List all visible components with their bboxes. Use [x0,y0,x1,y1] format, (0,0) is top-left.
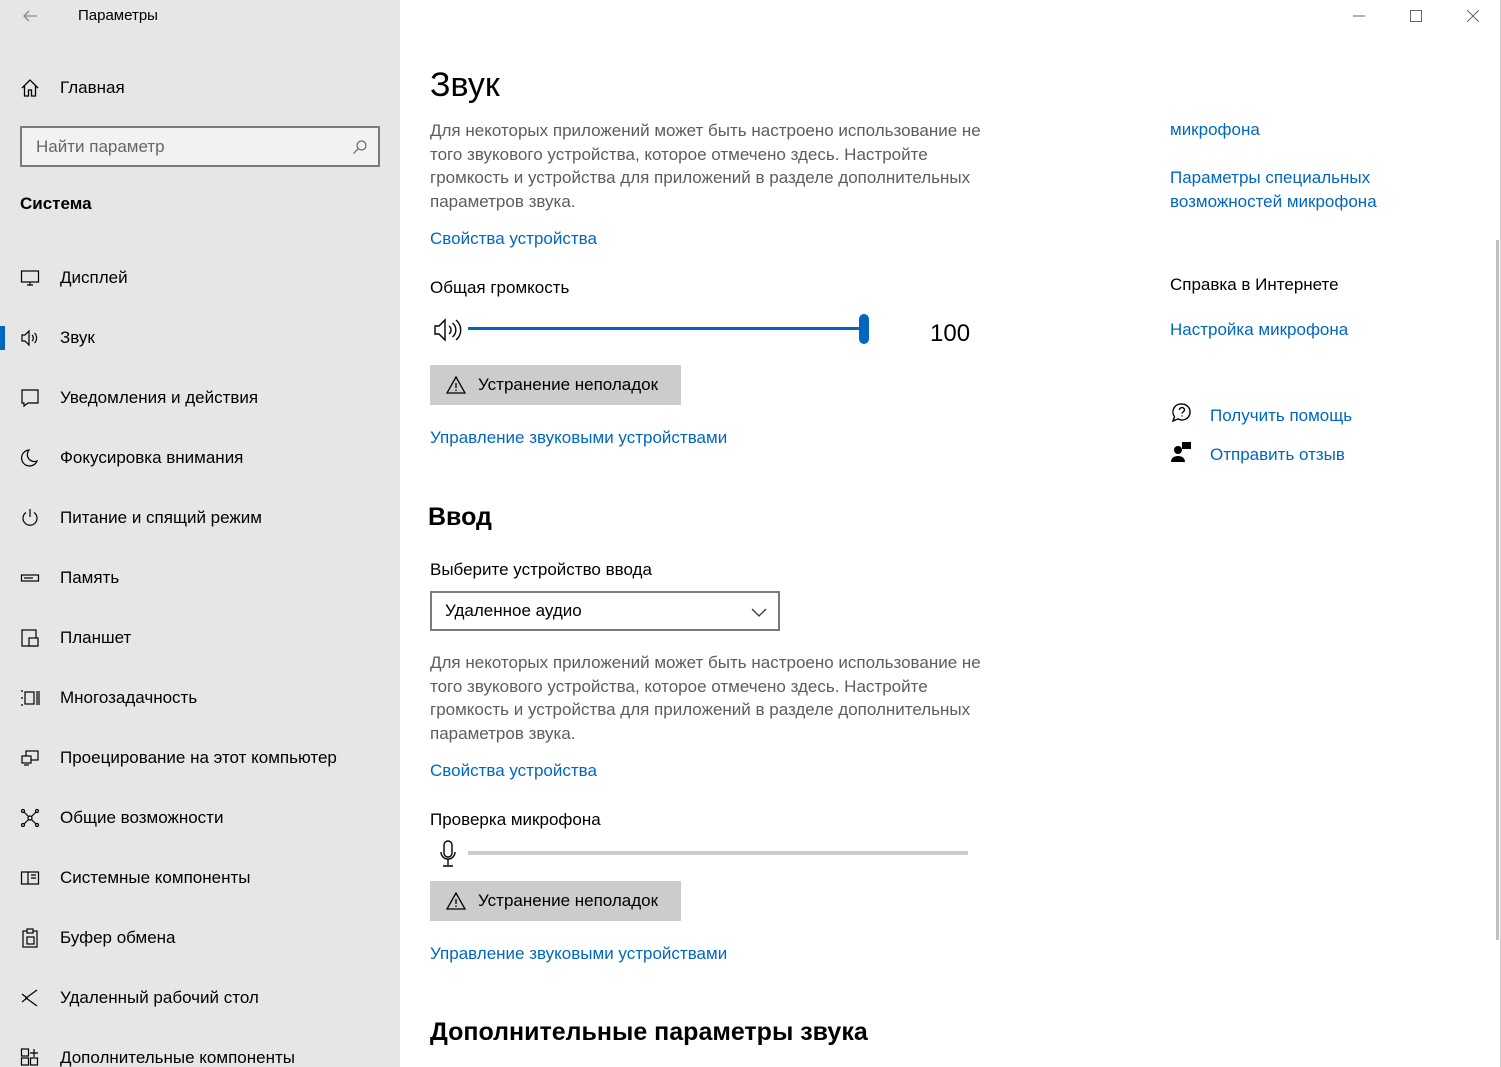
close-button[interactable] [1444,0,1501,32]
back-button[interactable] [18,4,42,28]
output-description: Для некоторых приложений может быть настроено использование не того звукового устройства, которое отмечено здесь. Настройте громкость и устройства для приложений в разделе дополнительных параметров звука. [430,121,981,211]
volume-slider-track[interactable] [468,327,864,330]
advanced-section-title: Дополнительные параметры звука [430,1018,868,1046]
scrollbar-thumb[interactable] [1496,240,1499,940]
sidebar-item-power[interactable] [0,488,400,548]
close-icon [1467,10,1479,22]
send-feedback-link[interactable]: Отправить отзыв [1210,444,1345,464]
sidebar-item-storage[interactable] [0,548,400,608]
sidebar [0,0,400,1067]
mic-test-label: Проверка микрофона [430,810,601,829]
remote-desktop-icon [0,988,60,1008]
mic-setup-link[interactable]: Настройка микрофона [1170,320,1349,339]
sidebar-item-tablet[interactable] [0,608,400,668]
sidebar-item-label: Фокусировка внимания [60,448,244,467]
sidebar-item-label: Дополнительные компоненты [60,1048,295,1067]
sidebar-item-label: Дисплей [60,268,128,287]
app-title: Параметры [78,7,158,24]
help-chat-icon [1170,402,1210,429]
window-controls [1330,0,1501,32]
output-manage-devices-link[interactable]: Управление звуковыми устройствами [430,428,728,447]
page-title: Звук [430,66,500,104]
sidebar-item-display[interactable] [0,248,400,308]
sidebar-item-focus-assist[interactable] [0,428,400,488]
mic-accessibility-link[interactable]: Параметры специальных возможностей микрофона [1170,168,1377,211]
input-device-select[interactable] [430,591,780,631]
sidebar-item-clipboard[interactable] [0,908,400,968]
storage-icon [0,568,60,588]
multitasking-icon [0,688,60,708]
output-device-properties-link[interactable]: Свойства устройства [430,229,597,248]
get-help-link[interactable]: Получить помощь [1210,405,1353,425]
warning-icon [446,376,466,394]
sidebar-item-projecting[interactable] [0,728,400,788]
volume-label: Общая громкость [430,278,570,297]
home-icon [0,78,60,98]
online-help-heading: Справка в Интернете [1170,275,1339,294]
monitor-icon [0,268,60,288]
microphone-icon [438,839,458,874]
notification-icon [0,388,60,408]
input-troubleshoot-button[interactable] [430,881,681,921]
sidebar-item-label: Планшет [60,628,132,647]
speaker-icon [0,328,60,348]
sidebar-item-label: Уведомления и действия [60,388,259,407]
shared-experiences-icon [0,808,60,828]
volume-value: 100 [930,320,971,347]
projecting-icon [0,748,60,768]
sidebar-item-sound[interactable] [0,308,400,368]
back-arrow-icon [22,8,38,24]
search-box [20,126,380,167]
input-description: Для некоторых приложений может быть настроено использование не того звукового устройства, которое отмечено здесь. Настройте громкость и устройства для приложений в разделе дополнительных параметров звука. [430,653,981,743]
input-device-selected-value: Удаленное аудио [445,601,582,620]
volume-slider-thumb[interactable] [859,314,869,344]
search-input[interactable] [36,137,342,157]
input-section-title: Ввод [428,503,492,531]
mic-privacy-link[interactable]: микрофона [1170,120,1260,139]
sidebar-item-label: Проецирование на этот компьютер [60,748,337,767]
sidebar-item-system-components[interactable] [0,848,400,908]
chevron-down-icon [750,603,768,621]
get-help-row[interactable] [1170,402,1352,429]
sidebar-item-label: Общие возможности [60,808,224,827]
input-manage-devices-link[interactable]: Управление звуковыми устройствами [430,944,728,963]
input-device-properties-link[interactable]: Свойства устройства [430,761,597,780]
input-device-label: Выберите устройство ввода [430,560,652,579]
tablet-icon [0,628,60,648]
sidebar-item-multitasking[interactable] [0,668,400,728]
warning-icon [446,892,466,910]
minimize-button[interactable] [1330,0,1387,32]
sidebar-nav-list [0,248,400,1067]
sidebar-item-label: Память [60,568,120,587]
sidebar-item-label: Питание и спящий режим [60,508,262,527]
volume-control [430,310,990,350]
sidebar-section-label: Система [20,194,92,213]
feedback-icon [1170,441,1210,468]
sidebar-item-label: Главная [60,78,125,97]
sidebar-item-label: Системные компоненты [60,868,251,887]
sidebar-item-label: Многозадачность [60,688,198,707]
speaker-icon[interactable] [432,316,462,344]
system-components-icon [0,868,60,888]
clipboard-icon [0,928,60,948]
minimize-icon [1353,10,1365,22]
sidebar-item-remote-desktop[interactable] [0,968,400,1028]
output-troubleshoot-label: Устранение неполадок [478,375,659,394]
sidebar-item-label: Удаленный рабочий стол [60,988,259,1007]
mic-level-meter [430,838,990,870]
sidebar-item-optional-features[interactable] [0,1028,400,1067]
input-troubleshoot-label: Устранение неполадок [478,891,659,910]
moon-icon [0,448,60,468]
optional-features-icon [0,1048,60,1067]
maximize-icon [1410,10,1422,22]
search-icon[interactable] [342,139,378,155]
send-feedback-row[interactable] [1170,441,1345,468]
sidebar-item-label: Буфер обмена [60,928,176,947]
sidebar-item-shared-experiences[interactable] [0,788,400,848]
maximize-button[interactable] [1387,0,1444,32]
sidebar-item-notifications[interactable] [0,368,400,428]
power-icon [0,508,60,528]
sidebar-item-home[interactable] [0,70,400,106]
sidebar-item-label: Звук [60,328,95,347]
output-troubleshoot-button[interactable] [430,365,681,405]
mic-level-bar [468,851,968,855]
